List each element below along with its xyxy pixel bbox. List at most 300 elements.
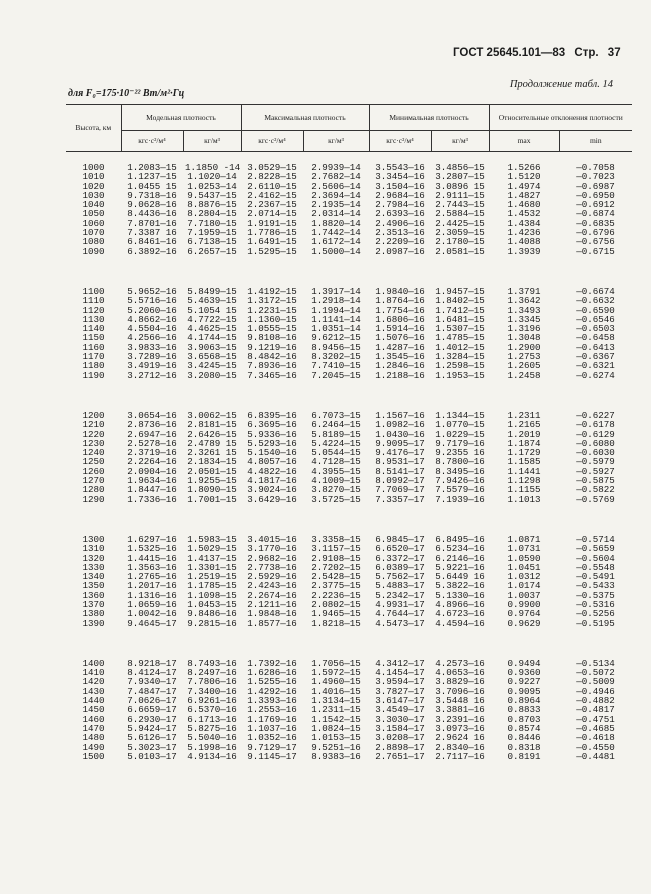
- value-cell: 3.0973—16: [435, 722, 485, 734]
- header-altitude: Высота, км: [66, 105, 121, 152]
- value-cell: 1.1567—16: [375, 409, 425, 421]
- value-cell: —0.5316: [576, 598, 615, 610]
- value-cell: 1.0555—15: [247, 323, 297, 335]
- value-cell: 1.6481—15: [435, 313, 485, 325]
- value-cell: 5.4883—17: [375, 580, 425, 592]
- value-cell: 6.2146—16: [435, 552, 485, 564]
- value-cell: 1.2846—16: [375, 360, 425, 372]
- value-cell: 1.7056—15: [311, 657, 361, 669]
- page-number: 37: [607, 47, 621, 59]
- value-cell: 2.0314—14: [311, 208, 361, 220]
- altitude-cell: 1430: [82, 685, 105, 697]
- value-cell: 3.9024—16: [247, 484, 297, 496]
- value-cell: 1.0253—14: [187, 180, 237, 192]
- value-cell: —0.5375: [576, 589, 615, 601]
- value-cell: 1.2519—15: [187, 571, 237, 583]
- spacer-row: [66, 504, 632, 535]
- value-cell: —0.5875: [576, 475, 615, 487]
- value-cell: 1.1769—16: [247, 713, 297, 725]
- altitude-cell: 1490: [82, 741, 105, 753]
- value-cell: 8.7493—16: [187, 657, 237, 669]
- value-cell: 1.1785—15: [187, 580, 237, 592]
- value-cell: 1.7336—16: [127, 493, 177, 505]
- altitude-cell: 1420: [82, 676, 105, 688]
- value-cell: 2.1834—15: [187, 456, 237, 468]
- value-cell: 3.3358—15: [311, 533, 361, 545]
- value-cell: 1.5307—15: [435, 323, 485, 335]
- value-cell: 4.3412—17: [375, 657, 425, 669]
- value-cell: 5.2060—16: [127, 304, 177, 316]
- table-subtitle: для F₀=175·10⁻²² Вт/м²·Гц: [68, 88, 185, 99]
- value-cell: 3.1584—17: [375, 722, 425, 734]
- value-cell: 6.3892—16: [127, 245, 177, 257]
- value-cell: 0.9900: [507, 598, 541, 610]
- value-cell: 4.7644—17: [375, 608, 425, 620]
- value-cell: 1.5029—15: [187, 543, 237, 555]
- altitude-cell: 1120: [82, 304, 105, 316]
- value-cell: 5.8275—16: [187, 722, 237, 734]
- unit-header: кгс·с²/м⁴: [241, 131, 303, 152]
- value-cell: 2.3261 15: [187, 447, 237, 459]
- altitude-cell: 1230: [82, 437, 105, 449]
- value-cell: 2.4162—15: [247, 189, 297, 201]
- value-cell: 1.1729: [507, 447, 541, 459]
- value-cell: 3.7096—16: [435, 685, 485, 697]
- value-cell: 3.8270—15: [311, 484, 361, 496]
- value-cell: 7.8936—16: [247, 360, 297, 372]
- value-cell: 3.6429—16: [247, 493, 297, 505]
- value-cell: 2.8181—15: [187, 419, 237, 431]
- table-row: [66, 752, 632, 761]
- value-cell: 1.1994—14: [311, 304, 361, 316]
- value-cell: 1.1013: [507, 493, 541, 505]
- value-cell: 2.5428—15: [311, 571, 361, 583]
- value-cell: —0.5009: [576, 676, 615, 688]
- value-cell: 1.0982—16: [375, 419, 425, 431]
- value-cell: 5.6126—17: [127, 732, 177, 744]
- value-cell: 4.6723—16: [435, 608, 485, 620]
- value-cell: 3.4919—16: [127, 360, 177, 372]
- value-cell: 5.9221—16: [435, 561, 485, 573]
- value-cell: 6.3695—16: [247, 419, 297, 431]
- value-cell: 3.7289—16: [127, 351, 177, 363]
- value-cell: 3.0654—16: [127, 409, 177, 421]
- value-cell: 3.5448 16: [435, 695, 485, 707]
- value-cell: 7.3400—16: [187, 685, 237, 697]
- altitude-cell: 1410: [82, 667, 105, 679]
- value-cell: —0.5134: [576, 657, 615, 669]
- value-cell: 9.5251—16: [311, 741, 361, 753]
- value-cell: 1.7392—16: [247, 657, 297, 669]
- value-cell: 2.8340—16: [435, 741, 485, 753]
- value-cell: 2.3775—15: [311, 580, 361, 592]
- value-cell: 1.3301—15: [187, 561, 237, 573]
- value-cell: 5.1054 15: [187, 304, 237, 316]
- value-cell: 1.5295—15: [247, 245, 297, 257]
- value-cell: —0.6178: [576, 419, 615, 431]
- value-cell: 5.2342—17: [375, 589, 425, 601]
- value-cell: 6.2464—15: [311, 419, 361, 431]
- value-cell: 1.2188—16: [375, 369, 425, 381]
- value-cell: 6.7138—15: [187, 236, 237, 248]
- value-cell: —0.4946: [576, 685, 615, 697]
- value-cell: 4.0653—16: [435, 667, 485, 679]
- value-cell: 3.0896 15: [435, 180, 485, 192]
- value-cell: 2.8228—15: [247, 171, 297, 183]
- value-cell: 6.0389—17: [375, 561, 425, 573]
- value-cell: 5.9652—16: [127, 285, 177, 297]
- spacer-row: [66, 256, 632, 287]
- value-cell: 3.6568—15: [187, 351, 237, 363]
- value-cell: 5.8499—15: [187, 285, 237, 297]
- header-relative-deviation: Относительные отклонения плотности: [489, 105, 632, 131]
- value-cell: 9.1219—16: [247, 341, 297, 353]
- value-cell: 1.3545—16: [375, 351, 425, 363]
- value-cell: 4.7722—15: [187, 313, 237, 325]
- value-cell: 2.6110—15: [247, 180, 297, 192]
- value-cell: 4.8057—16: [247, 456, 297, 468]
- altitude-cell: 1480: [82, 732, 105, 744]
- value-cell: —0.6950: [576, 189, 615, 201]
- unit-header: min: [559, 131, 632, 152]
- value-cell: 1.3196: [507, 323, 541, 335]
- value-cell: —0.5256: [576, 608, 615, 620]
- value-cell: 1.6806—16: [375, 313, 425, 325]
- value-cell: 3.9594—17: [375, 676, 425, 688]
- value-cell: 5.5040—16: [187, 732, 237, 744]
- unit-header: кг/м³: [431, 131, 489, 152]
- value-cell: 5.3822—16: [435, 580, 485, 592]
- value-cell: —0.6274: [576, 369, 615, 381]
- value-cell: 8.9383—16: [311, 750, 361, 762]
- value-cell: —0.6367: [576, 351, 615, 363]
- value-cell: 9.2815—16: [187, 617, 237, 629]
- altitude-cell: 1000: [82, 162, 105, 173]
- value-cell: 9.4176—17: [375, 447, 425, 459]
- value-cell: 3.4856—15: [435, 162, 485, 173]
- value-cell: 1.1155: [507, 484, 541, 496]
- value-cell: 1.0174: [507, 580, 541, 592]
- page-label: Стр.: [574, 47, 599, 59]
- value-cell: 7.7180—15: [187, 217, 237, 229]
- value-cell: 1.0351—14: [311, 323, 361, 335]
- value-cell: —0.5769: [576, 493, 615, 505]
- value-cell: 7.1939—16: [435, 493, 485, 505]
- value-cell: 2.6947—16: [127, 428, 177, 440]
- value-cell: 3.5543—16: [375, 162, 425, 173]
- value-cell: 5.6449 16: [435, 571, 485, 583]
- value-cell: —0.6227: [576, 409, 615, 421]
- value-cell: 3.0062—15: [187, 409, 237, 421]
- value-cell: 6.2930—17: [127, 713, 177, 725]
- value-cell: 1.2753: [507, 351, 541, 363]
- value-cell: 1.5076—16: [375, 332, 425, 344]
- value-cell: 1.9634—16: [127, 475, 177, 487]
- altitude-cell: 1040: [82, 199, 105, 211]
- value-cell: 1.4415—16: [127, 552, 177, 564]
- altitude-cell: 1170: [82, 351, 105, 363]
- value-cell: 4.4594—16: [435, 617, 485, 629]
- value-cell: 7.2045—15: [311, 369, 361, 381]
- value-cell: —0.6503: [576, 323, 615, 335]
- altitude-cell: 1130: [82, 313, 105, 325]
- value-cell: 1.5120: [507, 171, 541, 183]
- value-cell: 1.2231—15: [247, 304, 297, 316]
- value-cell: 0.9227: [507, 676, 541, 688]
- value-cell: 6.6520—17: [375, 543, 425, 555]
- value-cell: 1.0229—15: [435, 428, 485, 440]
- value-cell: 7.7069—17: [375, 484, 425, 496]
- value-cell: 1.5983—15: [187, 533, 237, 545]
- value-cell: 1.4785—15: [435, 332, 485, 344]
- value-cell: 3.3030—17: [375, 713, 425, 725]
- value-cell: 1.7001—15: [187, 493, 237, 505]
- value-cell: 1.0153—15: [311, 732, 361, 744]
- value-cell: 8.2497—16: [187, 667, 237, 679]
- value-cell: 2.7443—15: [435, 199, 485, 211]
- value-cell: 7.7410—15: [311, 360, 361, 372]
- value-cell: 8.0992—17: [375, 475, 425, 487]
- value-cell: 1.0455 15: [127, 180, 177, 192]
- value-cell: 1.4088: [507, 236, 541, 248]
- value-cell: 3.1157—15: [311, 543, 361, 555]
- altitude-cell: 1390: [82, 617, 105, 629]
- value-cell: 2.3719—16: [127, 447, 177, 459]
- value-cell: 1.2019: [507, 428, 541, 440]
- value-cell: 2.2209—16: [375, 236, 425, 248]
- value-cell: 1.9848—16: [247, 608, 297, 620]
- altitude-cell: 1360: [82, 589, 105, 601]
- value-cell: 1.8820—14: [311, 217, 361, 229]
- value-cell: 1.7754—16: [375, 304, 425, 316]
- value-cell: —0.6030: [576, 447, 615, 459]
- value-cell: 2.4243—16: [247, 580, 297, 592]
- value-cell: 1.4292—16: [247, 685, 297, 697]
- value-cell: 1.2458: [507, 369, 541, 381]
- value-cell: 9.7318—16: [127, 189, 177, 201]
- value-cell: 1.5255—16: [247, 676, 297, 688]
- unit-header: кг/м³: [303, 131, 369, 152]
- value-cell: 1.8090—15: [187, 484, 237, 496]
- value-cell: 1.6286—16: [247, 667, 297, 679]
- altitude-cell: 1090: [82, 245, 105, 257]
- value-cell: 1.1020—14: [187, 171, 237, 183]
- value-cell: 1.3642: [507, 295, 541, 307]
- value-cell: 1.5266: [507, 162, 541, 173]
- value-cell: 9.5437—15: [187, 189, 237, 201]
- value-cell: 2.9108—15: [311, 552, 361, 564]
- value-cell: 2.0501—15: [187, 465, 237, 477]
- value-cell: 3.3454—16: [375, 171, 425, 183]
- value-cell: —0.6715: [576, 245, 615, 257]
- value-cell: 1.3563—16: [127, 561, 177, 573]
- value-cell: —0.4751: [576, 713, 615, 725]
- value-cell: —0.6987: [576, 180, 615, 192]
- value-cell: 1.9465—15: [311, 608, 361, 620]
- value-cell: 4.8662—16: [127, 313, 177, 325]
- value-cell: 2.9624 16: [435, 732, 485, 744]
- value-cell: 8.3202—15: [311, 351, 361, 363]
- altitude-cell: 1270: [82, 475, 105, 487]
- value-cell: 5.0103—17: [127, 750, 177, 762]
- table-row: [66, 619, 632, 628]
- header-min-density: Минимальная плотность: [369, 105, 489, 131]
- altitude-cell: 1050: [82, 208, 105, 220]
- value-cell: 1.8764—16: [375, 295, 425, 307]
- value-cell: 2.1935—14: [311, 199, 361, 211]
- value-cell: 5.5293—16: [247, 437, 297, 449]
- value-cell: 0.8191: [507, 750, 541, 762]
- altitude-cell: 1380: [82, 608, 105, 620]
- value-cell: 9.9095—17: [375, 437, 425, 449]
- altitude-cell: 1280: [82, 484, 105, 496]
- value-cell: 4.9134—16: [187, 750, 237, 762]
- value-cell: 9.2355 16: [435, 447, 485, 459]
- table-row: [66, 495, 632, 504]
- value-cell: 5.4224—15: [311, 437, 361, 449]
- value-cell: —0.4550: [576, 741, 615, 753]
- altitude-cell: 1190: [82, 369, 105, 381]
- value-cell: 6.5370—16: [187, 704, 237, 716]
- altitude-cell: 1250: [82, 456, 105, 468]
- value-cell: —0.6874: [576, 208, 615, 220]
- value-cell: 1.8577—16: [247, 617, 297, 629]
- value-cell: 7.8701—16: [127, 217, 177, 229]
- value-cell: 2.6393—16: [375, 208, 425, 220]
- value-cell: 7.3465—16: [247, 369, 297, 381]
- value-cell: 3.2807—15: [435, 171, 485, 183]
- value-cell: 3.6147—17: [375, 695, 425, 707]
- value-cell: 1.4192—15: [247, 285, 297, 297]
- value-cell: 1.1585: [507, 456, 541, 468]
- altitude-cell: 1460: [82, 713, 105, 725]
- value-cell: 8.4436—16: [127, 208, 177, 220]
- value-cell: —0.6796: [576, 227, 615, 239]
- value-cell: 4.1744—15: [187, 332, 237, 344]
- value-cell: 4.4822—16: [247, 465, 297, 477]
- value-cell: 6.6659—17: [127, 704, 177, 716]
- value-cell: 1.8447—16: [127, 484, 177, 496]
- value-cell: 4.9931—17: [375, 598, 425, 610]
- value-cell: 2.3513—16: [375, 227, 425, 239]
- value-cell: 7.3387 16: [127, 227, 177, 239]
- value-cell: 1.8402—15: [435, 295, 485, 307]
- value-cell: 3.8829—16: [435, 676, 485, 688]
- value-cell: 2.1211—16: [247, 598, 297, 610]
- value-cell: 0.8318: [507, 741, 541, 753]
- value-cell: 1.5914—16: [375, 323, 425, 335]
- value-cell: 1.1542—15: [311, 713, 361, 725]
- value-cell: —0.5822: [576, 484, 615, 496]
- altitude-cell: 1300: [82, 533, 105, 545]
- value-cell: 1.0659—16: [127, 598, 177, 610]
- value-cell: 1.4384: [507, 217, 541, 229]
- value-cell: 3.9063—15: [187, 341, 237, 353]
- value-cell: 2.9684—16: [375, 189, 425, 201]
- value-cell: 8.7800—16: [435, 456, 485, 468]
- altitude-cell: 1180: [82, 360, 105, 372]
- value-cell: 2.1780—15: [435, 236, 485, 248]
- value-cell: 5.5716—16: [127, 295, 177, 307]
- value-cell: 1.3048: [507, 332, 541, 344]
- value-cell: 1.7412—15: [435, 304, 485, 316]
- value-cell: 1.5325—16: [127, 543, 177, 555]
- value-cell: 4.7128—15: [311, 456, 361, 468]
- value-cell: 2.7738—16: [247, 561, 297, 573]
- value-cell: 9.7179—16: [435, 437, 485, 449]
- value-cell: 3.2391—16: [435, 713, 485, 725]
- value-cell: 1.4680: [507, 199, 541, 211]
- value-cell: 2.7682—14: [311, 171, 361, 183]
- value-cell: 2.4789 15: [187, 437, 237, 449]
- value-cell: 1.2765—16: [127, 571, 177, 583]
- value-cell: 3.2712—16: [127, 369, 177, 381]
- value-cell: 4.5504—16: [127, 323, 177, 335]
- altitude-cell: 1290: [82, 493, 105, 505]
- value-cell: 1.4532: [507, 208, 541, 220]
- value-cell: 1.2553—16: [247, 704, 297, 716]
- value-cell: 9.8486—16: [187, 608, 237, 620]
- value-cell: 1.6491—15: [247, 236, 297, 248]
- value-cell: 1.3939: [507, 245, 541, 257]
- spacer-row: [66, 628, 632, 659]
- value-cell: 1.2311: [507, 409, 541, 421]
- value-cell: 7.0626—17: [127, 695, 177, 707]
- value-cell: —0.4481: [576, 750, 615, 762]
- unit-header: кг/м³: [183, 131, 241, 152]
- value-cell: 7.7806—16: [187, 676, 237, 688]
- value-cell: 6.9845—17: [375, 533, 425, 545]
- value-cell: 6.1713—16: [187, 713, 237, 725]
- value-cell: 8.4842—16: [247, 351, 297, 363]
- spacer-row: [66, 380, 632, 411]
- altitude-cell: 1470: [82, 722, 105, 734]
- value-cell: 5.7562—17: [375, 571, 425, 583]
- value-cell: —0.5491: [576, 571, 615, 583]
- value-cell: 1.9840—16: [375, 285, 425, 297]
- value-cell: 4.1817—16: [247, 475, 297, 487]
- value-cell: 0.9764: [507, 608, 541, 620]
- value-cell: —0.5927: [576, 465, 615, 477]
- value-cell: 1.0824—15: [311, 722, 361, 734]
- value-cell: 6.7073—15: [311, 409, 361, 421]
- value-cell: —0.4618: [576, 732, 615, 744]
- altitude-cell: 1240: [82, 447, 105, 459]
- value-cell: 3.4015—16: [247, 533, 297, 545]
- altitude-cell: 1030: [82, 189, 105, 201]
- altitude-cell: 1160: [82, 341, 105, 353]
- value-cell: 1.2605: [507, 360, 541, 372]
- value-cell: 1.1316—16: [127, 589, 177, 601]
- value-cell: 1.8218—15: [311, 617, 361, 629]
- value-cell: 1.0352—16: [247, 732, 297, 744]
- altitude-cell: 1450: [82, 704, 105, 716]
- value-cell: 2.9682—16: [247, 552, 297, 564]
- value-cell: 1.4827: [507, 189, 541, 201]
- value-cell: 2.5929—16: [247, 571, 297, 583]
- value-cell: 0.9360: [507, 667, 541, 679]
- value-cell: 5.4639—15: [187, 295, 237, 307]
- value-cell: 2.4906—16: [375, 217, 425, 229]
- value-cell: 1.2017—16: [127, 580, 177, 592]
- value-cell: 1.3493: [507, 304, 541, 316]
- value-cell: 0.8574: [507, 722, 541, 734]
- value-cell: 3.4549—17: [375, 704, 425, 716]
- value-cell: —0.7023: [576, 171, 615, 183]
- value-cell: 8.9456—15: [311, 341, 361, 353]
- value-cell: 1.4236: [507, 227, 541, 239]
- value-cell: 1.2311—15: [311, 704, 361, 716]
